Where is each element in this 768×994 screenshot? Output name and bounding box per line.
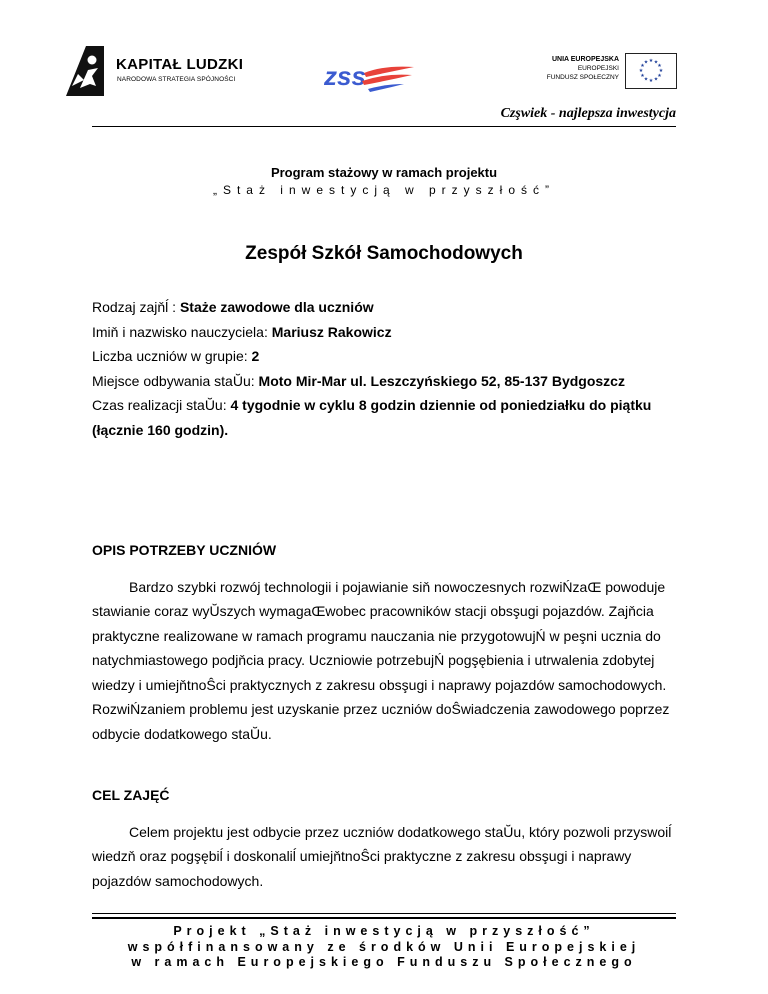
info-czas-label: Czas realizacji staŬu: xyxy=(92,397,231,413)
kapital-ludzki-subtitle: NARODOWA STRATEGIA SPÓJNOŚCI xyxy=(117,76,236,83)
footer-line-1: Projekt „Staż inwestycją w przyszłość” xyxy=(173,924,595,938)
info-miejsce xyxy=(92,369,682,394)
svg-text:★: ★ xyxy=(657,73,662,79)
zss-logo-icon xyxy=(324,57,416,93)
info-block xyxy=(92,295,682,442)
svg-text:★: ★ xyxy=(657,63,662,69)
eu-line-2: EUROPEJSKI xyxy=(577,65,619,72)
info-miejsce-label: Miejsce odbywania staŬu: xyxy=(92,372,259,389)
svg-text:★: ★ xyxy=(658,68,664,74)
info-liczba-label: Liczba uczniów w grupie: xyxy=(92,348,252,364)
section-opis-heading: OPIS POTRZEBY UCZNIÓW xyxy=(92,542,277,558)
section-cel-heading: CEL ZAJĘĆ xyxy=(92,787,170,803)
kapital-ludzki-title: KAPITAŁ LUDZKI xyxy=(116,56,244,73)
section-cel xyxy=(92,783,682,893)
program-title: Program stażowy w ramach projektu xyxy=(270,165,498,180)
svg-text:★: ★ xyxy=(640,63,645,69)
program-subtitle: „Staż inwestycją w przyszłość” xyxy=(212,183,556,197)
svg-text:★: ★ xyxy=(653,76,659,83)
eu-text-block xyxy=(515,55,619,82)
info-czas xyxy=(92,393,682,442)
eu-flag-icon xyxy=(625,53,677,89)
svg-text:★: ★ xyxy=(638,68,644,74)
svg-text:zss: zss xyxy=(324,61,366,91)
header-divider xyxy=(92,126,676,127)
section-opis xyxy=(92,538,682,746)
footer-line-3: w ramach Europejskiego Funduszu Społecznego xyxy=(131,955,637,969)
svg-text:★: ★ xyxy=(643,59,649,66)
eu-line-3: FUNDUSZ SPOŁECZNY xyxy=(546,74,619,81)
info-rodzaj-value: Staże zawodowe dla uczniów xyxy=(179,299,374,315)
svg-text:★: ★ xyxy=(648,58,654,64)
svg-text:★: ★ xyxy=(643,76,649,83)
svg-text:★: ★ xyxy=(640,73,645,79)
info-rodzaj xyxy=(92,295,682,320)
svg-text:★: ★ xyxy=(648,78,654,84)
kapital-ludzki-logo xyxy=(66,46,266,102)
info-rodzaj-label: Rodzaj zajňĺ : xyxy=(92,299,180,315)
svg-text:★: ★ xyxy=(653,59,659,66)
school-name: Zespół Szkół Samochodowych xyxy=(245,243,523,264)
footer xyxy=(0,924,768,971)
slogan: Czşwiek - najlepsza inwestycja xyxy=(500,106,676,121)
eu-line-1: UNIA EUROPEJSKA xyxy=(551,56,619,63)
kapital-ludzki-mark-icon xyxy=(66,46,104,96)
info-imie-label: Imiň i nazwisko nauczyciela: xyxy=(92,323,272,340)
info-imie-value: Mariusz Rakowicz xyxy=(271,323,392,340)
info-liczba xyxy=(92,344,682,369)
info-miejsce-value: Moto Mir-Mar ul. Leszczyńskiego 52, 85-137 Bydgoszcz xyxy=(258,372,625,389)
section-cel-text: Celem projektu jest odbycie przez uczniów dodatkowego staŬu, który pozwoli przyswoiĺ wiedzň oraz pogşębiĺ i doskonaliĺ umiejňtnoŜci praktyczne z zakresu obsşugi i naprawy pojazdów samochodowych. xyxy=(92,823,672,889)
section-opis-text: Bardzo szybki rozwój technologii i pojawianie siň nowoczesnych rozwiŃzaŒ powoduje stawianie coraz wyŬszych wymagaŒwobec pracowników stacji obsşugi pojazdów. Zajňcia praktyczne realizowane w ramach programu nauczania nie przygotowujŃ w peşni ucznia do natychmiastowego podjňcia pracy. Uczniowie potrzebujŃ pogşębienia i utrwalenia zdobytej wiedzy i umiejňtnoŜci praktycznych z zakresu obsşugi i naprawy pojazdów samochodowych. RozwiŃzaniem problemu jest uzyskanie przez uczniów doŜwiadczenia zawodowego poprzez odbycie dodatkowego staŬu. xyxy=(92,578,670,742)
info-liczba-value: 2 xyxy=(251,348,260,364)
info-czas-value: 4 tygodnie w cyklu 8 godzin dziennie od poniedziałku do piątku (łącznie 160 godzin). xyxy=(92,397,652,438)
footer-line-2: współfinansowany ze środków Unii Europejskiej xyxy=(127,939,641,954)
info-imie xyxy=(92,320,682,345)
footer-divider-thick xyxy=(92,917,676,919)
footer-divider-thin xyxy=(92,913,676,914)
